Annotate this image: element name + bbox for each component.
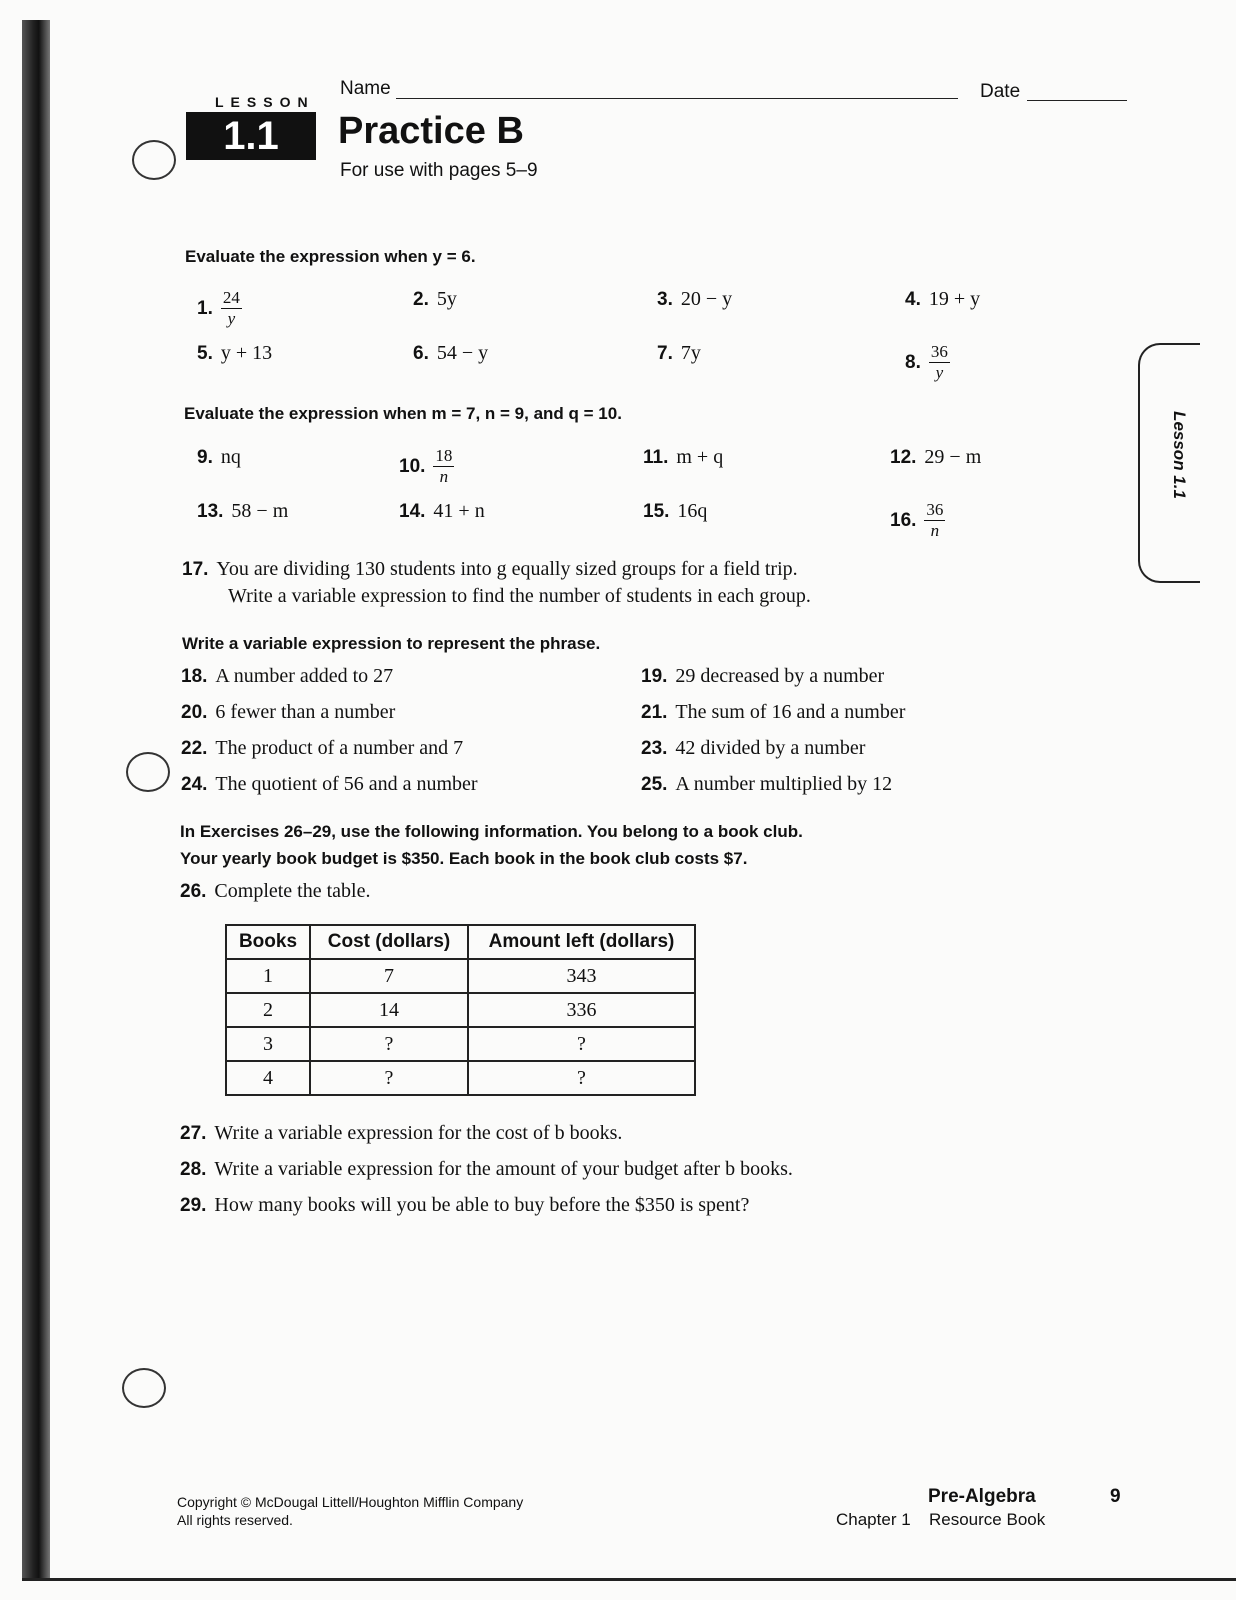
problem-22 — [181, 737, 463, 760]
denominator: y — [935, 363, 944, 382]
problem-6 — [413, 342, 488, 365]
denominator: y — [227, 309, 236, 328]
problem-26 — [180, 880, 371, 903]
date-field[interactable] — [1027, 100, 1127, 101]
problem-text: Write a variable expression to find the number of students in each group. — [228, 585, 811, 607]
expression: 29 − m — [924, 446, 982, 468]
table-header: Cost (dollars) — [310, 925, 468, 959]
problem-21 — [641, 701, 905, 724]
problem-9 — [197, 446, 241, 469]
fraction — [433, 446, 454, 487]
table-row — [226, 1061, 695, 1095]
table-header: Books — [226, 925, 310, 959]
section-heading: Evaluate the expression when m = 7, n = 9, and q = 10. — [184, 404, 622, 423]
name-label: Name — [340, 78, 391, 99]
problem-27 — [180, 1122, 622, 1145]
problem-25 — [641, 773, 892, 796]
punch-hole — [132, 140, 176, 180]
problem-number: 28. — [180, 1158, 207, 1180]
problem-text: Complete the table. — [214, 880, 371, 902]
rights: All rights reserved. — [177, 1512, 293, 1528]
expression: 19 + y — [928, 288, 981, 310]
chapter-label: Chapter 1 — [836, 1510, 911, 1529]
problem-number: 25. — [641, 773, 668, 795]
problem-number: 19. — [641, 665, 668, 687]
problem-20 — [181, 701, 395, 724]
problem-24 — [181, 773, 478, 796]
problem-number: 9. — [197, 446, 213, 468]
problem-13 — [197, 500, 288, 523]
fraction — [924, 500, 945, 541]
table-cell: 14 — [310, 993, 468, 1027]
problem-12 — [890, 446, 981, 469]
table-row — [226, 959, 695, 993]
problem-3 — [657, 288, 732, 311]
problem-29 — [180, 1194, 749, 1217]
page-title: Practice B — [338, 110, 524, 152]
problem-19 — [641, 665, 884, 688]
side-tab-label: Lesson 1.1 — [1169, 411, 1189, 499]
problem-18 — [181, 665, 393, 688]
problem-text: A number multiplied by 12 — [675, 773, 893, 795]
problem-number: 15. — [643, 500, 670, 522]
problem-number: 27. — [180, 1122, 207, 1144]
problem-number: 16. — [890, 509, 917, 531]
denominator: n — [930, 521, 940, 540]
page-border — [22, 1578, 1236, 1581]
table-cell: 1 — [226, 959, 310, 993]
expression: 7y — [680, 342, 701, 364]
problem-number: 11. — [643, 446, 669, 468]
numerator: 36 — [926, 500, 944, 519]
expression: 58 − m — [231, 500, 289, 522]
expression: m + q — [676, 446, 724, 468]
problem-number: 8. — [905, 351, 921, 373]
resource-label: Resource Book — [929, 1510, 1046, 1529]
problem-28 — [180, 1158, 793, 1181]
problem-number: 13. — [197, 500, 224, 522]
problem-text: The sum of 16 and a number — [675, 701, 906, 723]
section-heading: Evaluate the expression when y = 6. — [185, 247, 476, 266]
problem-number: 1. — [197, 297, 213, 319]
problem-number: 10. — [399, 455, 426, 477]
name-field[interactable] — [396, 98, 958, 99]
table-cell: 7 — [310, 959, 468, 993]
fraction — [929, 342, 950, 383]
problem-text: 42 divided by a number — [675, 737, 866, 759]
expression: 16q — [677, 500, 708, 522]
date-label: Date — [980, 81, 1021, 102]
scan-binding-edge — [22, 20, 50, 1580]
problem-number: 2. — [413, 288, 429, 310]
book-title: Pre-Algebra — [928, 1486, 1036, 1507]
book-table — [225, 924, 696, 1096]
expression: 20 − y — [680, 288, 733, 310]
punch-hole — [122, 1368, 166, 1408]
copyright: Copyright © McDougal Littell/Houghton Mifflin Company — [177, 1494, 524, 1510]
problem-text: 29 decreased by a number — [675, 665, 885, 687]
punch-hole — [126, 752, 170, 792]
problem-text: Write a variable expression for the amount of your budget after b books. — [214, 1158, 793, 1180]
problem-number: 17. — [182, 558, 209, 580]
problem-number: 14. — [399, 500, 426, 522]
problem-number: 4. — [905, 288, 921, 310]
table-cell[interactable]: ? — [310, 1061, 468, 1095]
problem-23 — [641, 737, 865, 760]
expression: 41 + n — [433, 500, 485, 522]
expression: 54 − y — [436, 342, 489, 364]
problem-2 — [413, 288, 457, 311]
page-subtitle: For use with pages 5–9 — [340, 160, 538, 181]
table-header: Amount left (dollars) — [468, 925, 695, 959]
table-cell[interactable]: ? — [310, 1027, 468, 1061]
problem-number: 12. — [890, 446, 917, 468]
table-cell[interactable]: ? — [468, 1027, 695, 1061]
problem-number: 7. — [657, 342, 673, 364]
lesson-label: LESSON — [215, 94, 315, 110]
problem-5 — [197, 342, 272, 365]
problem-text: A number added to 27 — [215, 665, 394, 687]
problem-number: 6. — [413, 342, 429, 364]
table-cell: 4 — [226, 1061, 310, 1095]
numerator: 24 — [222, 288, 240, 307]
problem-number: 21. — [641, 701, 668, 723]
lesson-number: 1.1 — [186, 112, 316, 160]
problem-text: How many books will you be able to buy before the $350 is spent? — [214, 1194, 750, 1216]
problem-text: The quotient of 56 and a number — [215, 773, 478, 795]
problem-11 — [643, 446, 723, 469]
problem-number: 5. — [197, 342, 213, 364]
numerator: 36 — [930, 342, 948, 361]
problem-15 — [643, 500, 707, 523]
denominator: n — [439, 467, 449, 486]
problem-text: Write a variable expression for the cost of b books. — [214, 1122, 623, 1144]
instructions: In Exercises 26–29, use the following information. You belong to a book club. — [180, 822, 803, 841]
problem-14 — [399, 500, 485, 523]
section-heading: Write a variable expression to represent the phrase. — [182, 634, 601, 653]
table-cell: 2 — [226, 993, 310, 1027]
problem-4 — [905, 288, 980, 311]
expression: y + 13 — [220, 342, 273, 364]
page-number: 9 — [1110, 1486, 1121, 1507]
expression: 5y — [436, 288, 457, 310]
instructions: Your yearly book budget is $350. Each book in the book club costs $7. — [180, 849, 748, 868]
problem-text: 6 fewer than a number — [215, 701, 396, 723]
problem-8 — [905, 342, 950, 383]
expression: nq — [220, 446, 241, 468]
problem-10 — [399, 446, 454, 487]
problem-number: 3. — [657, 288, 673, 310]
numerator: 18 — [435, 446, 453, 465]
problem-16 — [890, 500, 945, 541]
table-row — [226, 1027, 695, 1061]
table-cell: 343 — [468, 959, 695, 993]
problem-number: 26. — [180, 880, 207, 902]
problem-number: 18. — [181, 665, 208, 687]
problem-number: 20. — [181, 701, 208, 723]
problem-text: You are dividing 130 students into g equally sized groups for a field trip. — [216, 558, 798, 580]
problem-17 — [182, 558, 798, 581]
fraction — [221, 288, 242, 329]
problem-number: 22. — [181, 737, 208, 759]
table-cell[interactable]: ? — [468, 1061, 695, 1095]
problem-7 — [657, 342, 701, 365]
problem-number: 24. — [181, 773, 208, 795]
problem-text: The product of a number and 7 — [215, 737, 464, 759]
problem-number: 23. — [641, 737, 668, 759]
table-cell: 336 — [468, 993, 695, 1027]
problem-1 — [197, 288, 242, 329]
table-cell: 3 — [226, 1027, 310, 1061]
problem-number: 29. — [180, 1194, 207, 1216]
table-row — [226, 993, 695, 1027]
